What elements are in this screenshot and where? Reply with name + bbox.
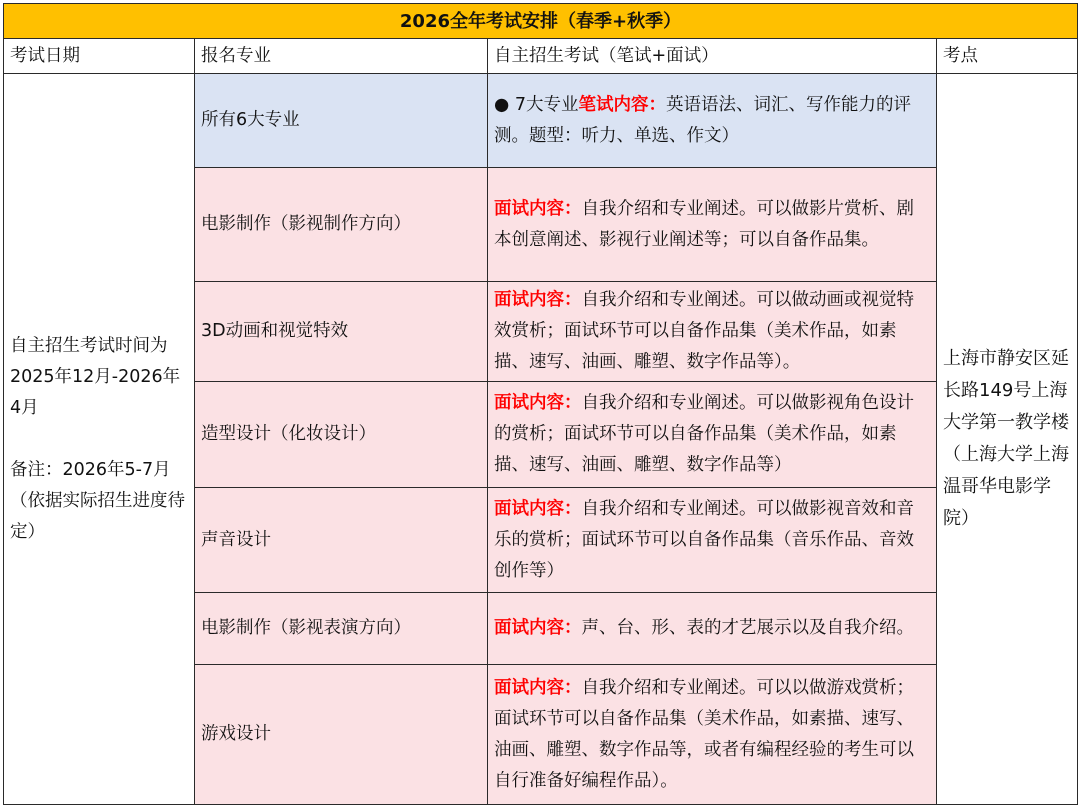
major-cell: 造型设计（化妆设计） — [195, 382, 488, 488]
content-text: 自我介绍和专业阐述。可以做动画或视觉特效赏析；面试环节可以自备作品集（美术作品，如素描、速写、油画、雕塑、数字作品等）。 — [494, 290, 914, 372]
content-label: 面试内容： — [494, 290, 582, 310]
content-text: 自我介绍和专业阐述。可以做影片赏析、剧本创意阐述、影视行业阐述等；可以自备作品集。 — [494, 198, 914, 250]
content-label: 面试内容： — [494, 618, 582, 638]
content-label: 面试内容： — [494, 198, 582, 219]
content-prefix: ● 7大专业 — [494, 94, 579, 115]
major-cell: 所有6大专业 — [195, 74, 488, 168]
content-cell — [488, 168, 937, 282]
exam-date-note: 备注：2026年5-7月（依据实际招生进度待定） — [10, 459, 185, 542]
content-cell — [488, 665, 937, 805]
content-text: 自我介绍和专业阐述。可以做影视音效和音乐的赏析；面试环节可以自备作品集（音乐作品、音效创作等） — [494, 498, 914, 581]
content-cell — [488, 593, 937, 665]
exam-schedule-table — [3, 3, 1078, 805]
header-location: 考点 — [937, 39, 1078, 74]
content-cell — [488, 382, 937, 488]
content-text: 自我介绍和专业阐述。可以以做游戏赏析；面试环节可以自备作品集（美术作品，如素描、速写、油画、雕塑、数字作品等，或者有编程经验的考生可以自行准备好编程作品）。 — [494, 677, 914, 791]
header-exam-date: 考试日期 — [4, 39, 195, 74]
content-text: 声、台、形、表的才艺展示以及自我介绍。 — [581, 618, 914, 638]
content-text: 自我介绍和专业阐述。可以做影视角色设计的赏析；面试环节可以自备作品集（美术作品，如素描、速写、油画、雕塑、数字作品等） — [494, 393, 914, 475]
header-major: 报名专业 — [195, 39, 488, 74]
exam-date-cell — [4, 74, 195, 805]
content-label: 笔试内容： — [578, 94, 666, 115]
major-cell: 声音设计 — [195, 488, 488, 593]
content-label: 面试内容： — [494, 393, 582, 413]
content-text: 英语语法、词汇、写作能力的评测。题型：听力、单选、作文） — [494, 94, 911, 146]
major-cell: 电影制作（影视表演方向） — [195, 593, 488, 665]
content-label: 面试内容： — [494, 498, 582, 519]
exam-date-text: 自主招生考试时间为2025年12月-2026年4月 — [10, 335, 181, 418]
content-cell — [488, 74, 937, 168]
major-cell: 电影制作（影视制作方向） — [195, 168, 488, 282]
content-label: 面试内容： — [494, 677, 582, 698]
content-cell — [488, 282, 937, 382]
table-title: 2026全年考试安排（春季+秋季） — [4, 4, 1078, 39]
major-cell: 游戏设计 — [195, 665, 488, 805]
header-exam-content: 自主招生考试（笔试+面试） — [488, 39, 937, 74]
major-cell: 3D动画和视觉特效 — [195, 282, 488, 382]
content-cell — [488, 488, 937, 593]
location-cell: 上海市静安区延长路149号上海大学第一教学楼（上海大学上海温哥华电影学院） — [937, 74, 1078, 805]
